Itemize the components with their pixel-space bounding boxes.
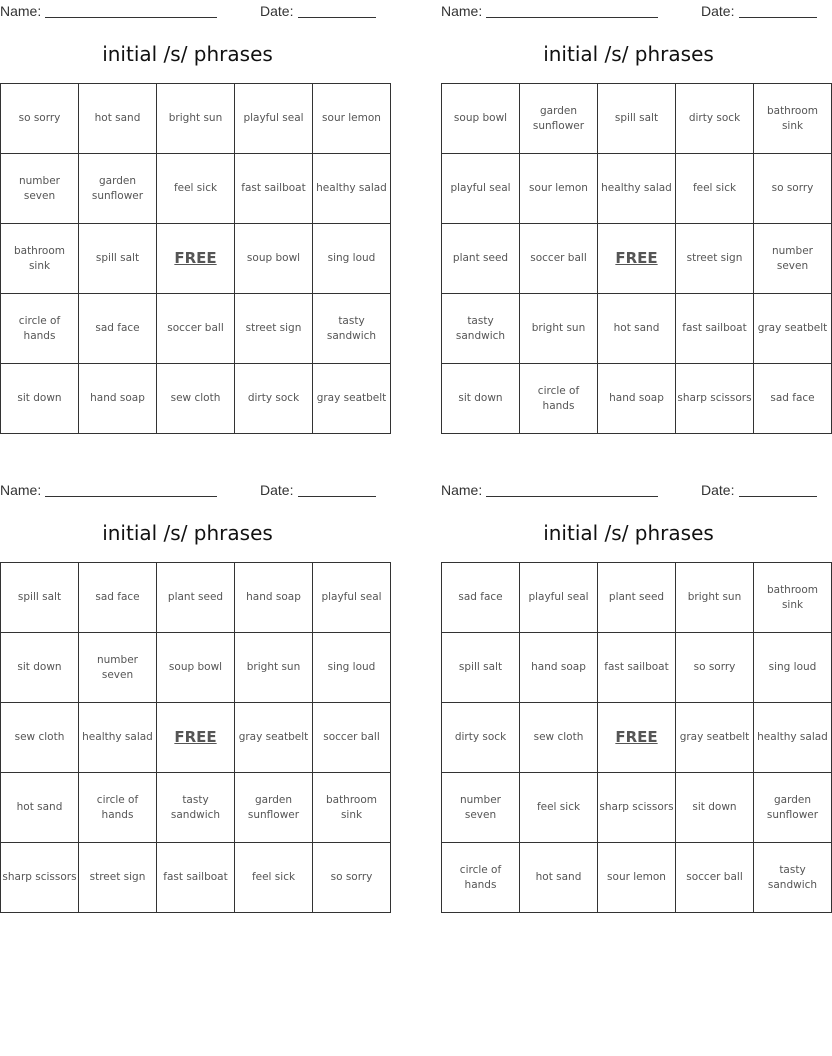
bingo-cell[interactable]: bright sun <box>676 563 754 633</box>
date-label: Date: <box>260 3 294 19</box>
bingo-cell[interactable]: street sign <box>676 224 754 294</box>
bingo-cell[interactable]: sew cloth <box>157 364 235 434</box>
bingo-row <box>442 294 832 364</box>
bingo-cell[interactable]: tasty sandwich <box>313 294 391 364</box>
bingo-cell[interactable]: sad face <box>442 563 520 633</box>
bingo-cell[interactable]: bathroom sink <box>754 563 832 633</box>
bingo-cell[interactable]: number seven <box>442 773 520 843</box>
bingo-cell[interactable]: fast sailboat <box>235 154 313 224</box>
bingo-row <box>1 633 391 703</box>
bingo-cell[interactable]: feel sick <box>157 154 235 224</box>
bingo-cell[interactable]: hot sand <box>520 843 598 913</box>
bingo-cell[interactable]: sharp scissors <box>598 773 676 843</box>
bingo-cell[interactable]: number seven <box>1 154 79 224</box>
bingo-cell[interactable]: tasty sandwich <box>157 773 235 843</box>
bingo-cell[interactable]: spill salt <box>442 633 520 703</box>
bingo-grid <box>441 562 832 913</box>
bingo-row <box>442 703 832 773</box>
bingo-row <box>442 224 832 294</box>
bingo-cell[interactable]: sing loud <box>754 633 832 703</box>
bingo-cell[interactable]: sew cloth <box>520 703 598 773</box>
bingo-cell[interactable]: sour lemon <box>520 154 598 224</box>
bingo-cell[interactable]: healthy salad <box>79 703 157 773</box>
name-date-header <box>0 0 375 22</box>
bingo-cell[interactable]: feel sick <box>235 843 313 913</box>
bingo-cell[interactable]: healthy salad <box>598 154 676 224</box>
bingo-row <box>1 364 391 434</box>
bingo-cell[interactable]: hot sand <box>79 84 157 154</box>
bingo-cell[interactable]: hot sand <box>598 294 676 364</box>
bingo-cell[interactable]: soccer ball <box>157 294 235 364</box>
bingo-cell[interactable]: feel sick <box>676 154 754 224</box>
bingo-cell[interactable]: soup bowl <box>442 84 520 154</box>
bingo-row <box>442 843 832 913</box>
bingo-cell[interactable]: sharp scissors <box>676 364 754 434</box>
bingo-cell[interactable]: hand soap <box>598 364 676 434</box>
bingo-cell[interactable]: number seven <box>754 224 832 294</box>
bingo-cell[interactable]: sing loud <box>313 224 391 294</box>
name-date-header <box>441 479 816 501</box>
name-blank-line[interactable] <box>45 17 217 18</box>
bingo-cell[interactable]: sit down <box>442 364 520 434</box>
bingo-cell[interactable]: bathroom sink <box>754 84 832 154</box>
name-label: Name: <box>441 3 483 19</box>
bingo-cell[interactable]: plant seed <box>442 224 520 294</box>
bingo-cell[interactable]: garden sunflower <box>79 154 157 224</box>
bingo-cell[interactable]: tasty sandwich <box>754 843 832 913</box>
bingo-grid <box>0 562 391 913</box>
bingo-row <box>442 633 832 703</box>
bingo-cell[interactable]: sit down <box>1 364 79 434</box>
bingo-cell[interactable]: soccer ball <box>313 703 391 773</box>
bingo-cell[interactable]: circle of hands <box>79 773 157 843</box>
bingo-row <box>1 224 391 294</box>
bingo-cell[interactable]: street sign <box>79 843 157 913</box>
bingo-row <box>442 773 832 843</box>
date-blank-line[interactable] <box>298 496 376 497</box>
bingo-cell[interactable]: fast sailboat <box>676 294 754 364</box>
bingo-cell[interactable]: soccer ball <box>676 843 754 913</box>
bingo-cell[interactable]: playful seal <box>313 563 391 633</box>
bingo-cell[interactable]: sad face <box>79 294 157 364</box>
free-space-cell[interactable]: FREE <box>598 224 676 294</box>
bingo-cell[interactable]: gray seatbelt <box>676 703 754 773</box>
bingo-cell[interactable]: garden sunflower <box>235 773 313 843</box>
bingo-cell[interactable]: bathroom sink <box>1 224 79 294</box>
date-blank-line[interactable] <box>739 496 817 497</box>
bingo-cell[interactable]: bright sun <box>157 84 235 154</box>
name-label: Name: <box>441 482 483 498</box>
bingo-row <box>442 84 832 154</box>
card-title: initial /s/ phrases <box>102 521 273 545</box>
bingo-cell[interactable]: bathroom sink <box>313 773 391 843</box>
card-title: initial /s/ phrases <box>543 521 714 545</box>
bingo-row <box>1 294 391 364</box>
bingo-cell[interactable]: soup bowl <box>235 224 313 294</box>
bingo-cell[interactable]: street sign <box>235 294 313 364</box>
bingo-cell[interactable]: so sorry <box>1 84 79 154</box>
name-blank-line[interactable] <box>486 17 658 18</box>
bingo-cell[interactable]: circle of hands <box>442 843 520 913</box>
bingo-cell[interactable]: gray seatbelt <box>313 364 391 434</box>
bingo-grid <box>441 83 832 434</box>
bingo-cell[interactable]: garden sunflower <box>520 84 598 154</box>
bingo-row <box>1 703 391 773</box>
bingo-row <box>1 773 391 843</box>
bingo-cell[interactable]: hand soap <box>520 633 598 703</box>
bingo-cell[interactable]: tasty sandwich <box>442 294 520 364</box>
free-space-cell[interactable]: FREE <box>598 703 676 773</box>
bingo-cell[interactable]: spill salt <box>1 563 79 633</box>
bingo-cell[interactable]: hand soap <box>79 364 157 434</box>
bingo-row <box>442 364 832 434</box>
bingo-cell[interactable]: circle of hands <box>520 364 598 434</box>
bingo-cell[interactable]: sour lemon <box>313 84 391 154</box>
bingo-cell[interactable]: healthy salad <box>754 703 832 773</box>
bingo-cell[interactable]: playful seal <box>442 154 520 224</box>
bingo-cell[interactable]: playful seal <box>520 563 598 633</box>
bingo-cell[interactable]: sour lemon <box>598 843 676 913</box>
bingo-row <box>1 563 391 633</box>
free-space-cell[interactable]: FREE <box>157 224 235 294</box>
bingo-cell[interactable]: circle of hands <box>1 294 79 364</box>
bingo-cell[interactable]: gray seatbelt <box>754 294 832 364</box>
card-title: initial /s/ phrases <box>102 42 273 66</box>
bingo-cell[interactable]: dirty sock <box>676 84 754 154</box>
bingo-cell[interactable]: healthy salad <box>313 154 391 224</box>
bingo-grid <box>0 83 391 434</box>
bingo-cell[interactable]: sew cloth <box>1 703 79 773</box>
bingo-cell[interactable]: plant seed <box>598 563 676 633</box>
bingo-cell[interactable]: playful seal <box>235 84 313 154</box>
bingo-cell[interactable]: hand soap <box>235 563 313 633</box>
bingo-cell[interactable]: spill salt <box>79 224 157 294</box>
bingo-cell[interactable]: hot sand <box>1 773 79 843</box>
name-date-header <box>0 479 375 501</box>
bingo-cell[interactable]: fast sailboat <box>598 633 676 703</box>
name-blank-line[interactable] <box>45 496 217 497</box>
bingo-cell[interactable]: sit down <box>1 633 79 703</box>
bingo-cell[interactable]: sharp scissors <box>1 843 79 913</box>
date-blank-line[interactable] <box>739 17 817 18</box>
bingo-cell[interactable]: bright sun <box>520 294 598 364</box>
date-label: Date: <box>260 482 294 498</box>
date-blank-line[interactable] <box>298 17 376 18</box>
name-label: Name: <box>0 482 42 498</box>
bingo-cell[interactable]: sit down <box>676 773 754 843</box>
bingo-row <box>442 154 832 224</box>
bingo-cell[interactable]: dirty sock <box>235 364 313 434</box>
bingo-row <box>1 843 391 913</box>
date-label: Date: <box>701 3 735 19</box>
bingo-cell[interactable]: spill salt <box>598 84 676 154</box>
bingo-cell[interactable]: soccer ball <box>520 224 598 294</box>
name-blank-line[interactable] <box>486 496 658 497</box>
bingo-cell[interactable]: so sorry <box>313 843 391 913</box>
date-label: Date: <box>701 482 735 498</box>
bingo-cell[interactable]: feel sick <box>520 773 598 843</box>
bingo-cell[interactable]: bright sun <box>235 633 313 703</box>
bingo-cell[interactable]: garden sunflower <box>754 773 832 843</box>
bingo-cell[interactable]: sad face <box>754 364 832 434</box>
bingo-cell[interactable]: dirty sock <box>442 703 520 773</box>
free-space-cell[interactable]: FREE <box>157 703 235 773</box>
bingo-cell[interactable]: number seven <box>79 633 157 703</box>
bingo-cell[interactable]: sing loud <box>313 633 391 703</box>
bingo-row <box>1 84 391 154</box>
bingo-row <box>442 563 832 633</box>
bingo-cell[interactable]: sad face <box>79 563 157 633</box>
bingo-cell[interactable]: soup bowl <box>157 633 235 703</box>
bingo-cell[interactable]: fast sailboat <box>157 843 235 913</box>
card-title: initial /s/ phrases <box>543 42 714 66</box>
bingo-cell[interactable]: so sorry <box>676 633 754 703</box>
bingo-cell[interactable]: plant seed <box>157 563 235 633</box>
bingo-row <box>1 154 391 224</box>
bingo-cell[interactable]: gray seatbelt <box>235 703 313 773</box>
bingo-cell[interactable]: so sorry <box>754 154 832 224</box>
name-date-header <box>441 0 816 22</box>
name-label: Name: <box>0 3 42 19</box>
